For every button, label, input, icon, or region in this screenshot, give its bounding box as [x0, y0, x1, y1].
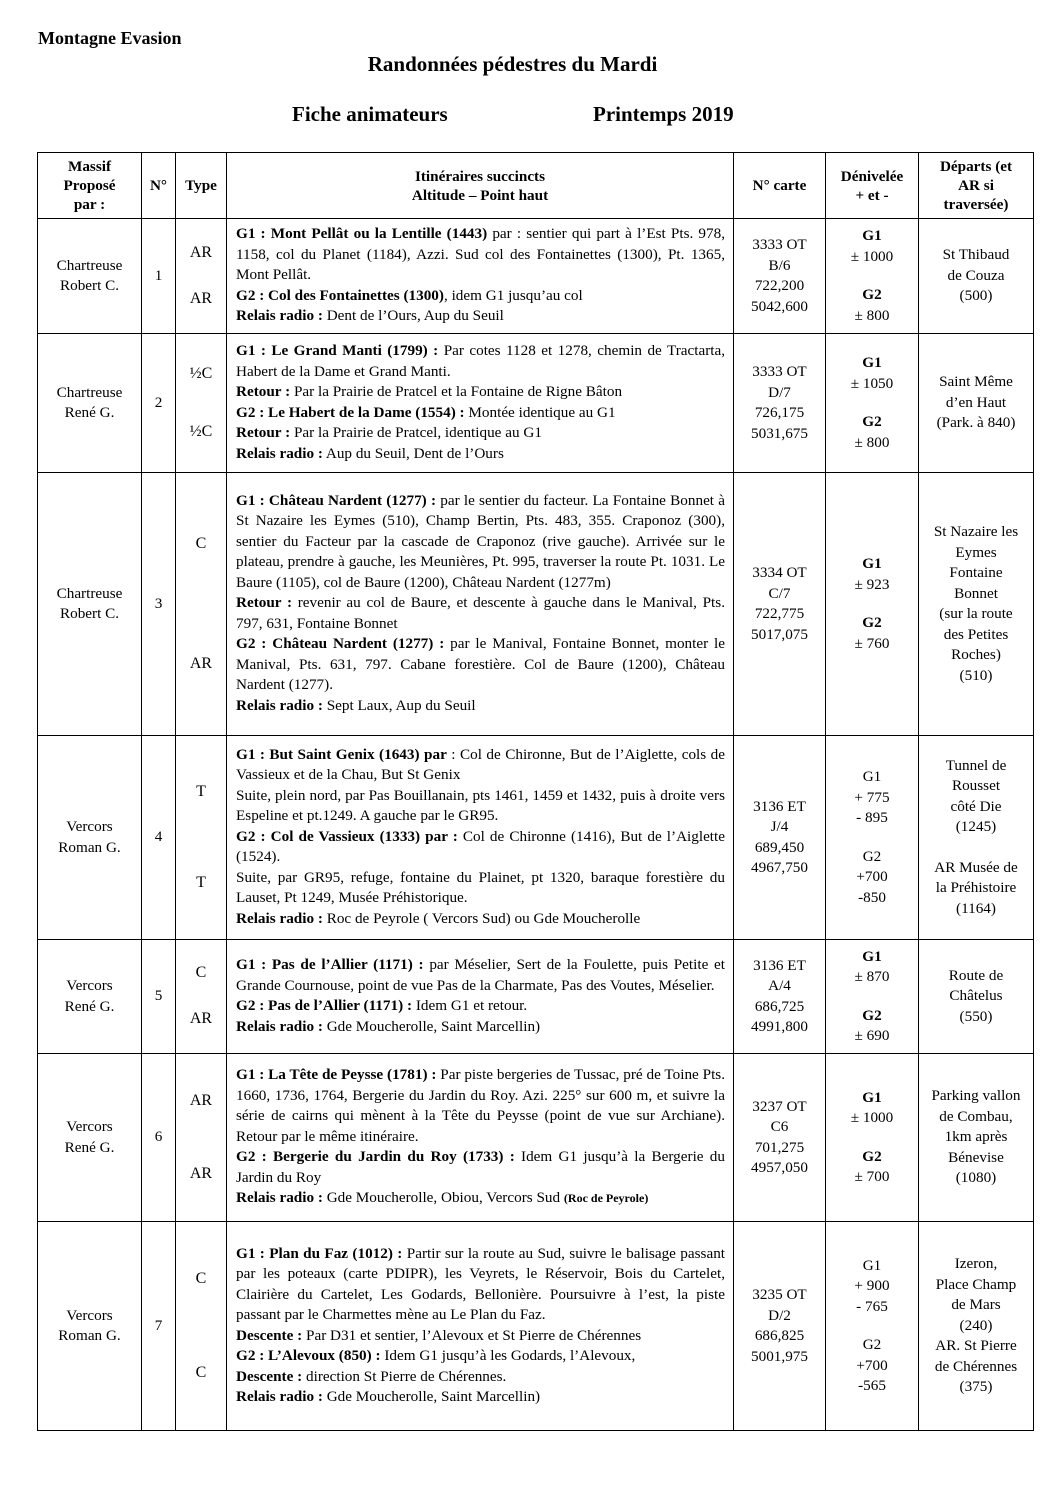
itinerary-paragraph: G2 : L’Alevoux (850) : Idem G1 jusqu’à les Godards, l’Alevoux,: [236, 1347, 636, 1364]
itinerary-paragraph: G1 : Mont Pellât ou la Lentille (1443) par : sentier qui part à l’Est Pts. 978, 1158, col du Planet (1184), Azzi. Sud col des Fontainettes (1300), Pt. 1365, Mont Pellât.: [236, 225, 725, 284]
elevation-cell: G1 ± 870 G2 ± 690: [826, 940, 919, 1054]
itinerary-paragraph: Relais radio : Dent de l’Ours, Aup du Seuil: [236, 307, 504, 325]
type-cell: [176, 940, 227, 1054]
table-header-row: [38, 153, 1034, 219]
departure-cell: St Thibaud de Couza (500): [919, 219, 1034, 334]
departure-cell: Parking vallon de Combau, 1km après Bénevise (1080): [919, 1054, 1034, 1222]
header-itinerary: Itinéraires succincts Altitude – Point haut: [227, 153, 734, 219]
itinerary-cell: [227, 473, 734, 736]
itinerary-paragraph: G2 : Col des Fontainettes (1300), idem G1 jusqu’au col: [236, 286, 583, 304]
route-number-cell: 6: [142, 1054, 176, 1222]
itinerary-paragraph: G2 : Le Habert de la Dame (1554) : Montée identique au G1: [236, 403, 616, 421]
table-row: [38, 1054, 1034, 1222]
map-number-cell: 3334 OT C/7 722,775 5017,075: [734, 473, 826, 736]
itinerary-paragraph: Suite, plein nord, par Pas Bouillanain, pts 1461, 1459 et 1432, puis à droite vers Espeline et pt.1249. A gauche par le GR95.: [236, 786, 725, 825]
route-type: C: [195, 534, 207, 552]
route-number-cell: 4: [142, 736, 176, 940]
itinerary-paragraph: Retour : Par la Prairie de Pratcel et la Fontaine de Rigne Bâton: [236, 383, 623, 400]
type-cell: [176, 219, 227, 334]
massif-cell: Vercors Roman G.: [38, 736, 142, 940]
itinerary-paragraph: Relais radio : Aup du Seuil, Dent de l’Ours: [236, 444, 504, 462]
header-type: Type: [176, 153, 227, 219]
elevation-cell: G1 + 775 - 895 G2 +700 -850: [826, 736, 919, 940]
route-type: ½C: [189, 364, 213, 382]
itinerary-paragraph: G1 : Plan du Faz (1012) : Partir sur la route au Sud, suivre le balisage passant par les poteaux (carte PDIPR), les Veyrets, le Réservoir, Bois du Cartelet, Clairière du Cartelet, Les Godards, Bellonière. Poursuivre à l’est, la piste passant par le Charmettes mène au Le Plan du Faz.: [236, 1244, 726, 1323]
route-type: T: [196, 873, 206, 891]
departure-cell: St Nazaire les Eymes Fontaine Bonnet (sur la route des Petites Roches) (510): [919, 473, 1034, 736]
table-row: [38, 334, 1034, 473]
document-subtitle: Fiche animateurs: [292, 102, 448, 126]
departure-cell: Tunnel de Rousset côté Die (1245) AR Musée de la Préhistoire (1164): [919, 736, 1034, 940]
document-title: Randonnées pédestres du Mardi: [367, 52, 658, 76]
table-row: [38, 473, 1034, 736]
massif-cell: Vercors René G.: [38, 940, 142, 1054]
table-row: [38, 940, 1034, 1054]
elevation-cell: G1 ± 1000 G2 ± 700: [826, 1054, 919, 1222]
route-number-cell: 5: [142, 940, 176, 1054]
elevation-cell: G1 + 900 - 765 G2 +700 -565: [826, 1222, 919, 1431]
elevation-cell: G1 ± 923 G2 ± 760: [826, 473, 919, 736]
route-type: C: [195, 1270, 207, 1287]
itinerary-paragraph: G2 : Col de Vassieux (1333) par : Col de Chironne (1416), But de l’Aiglette (1524).: [236, 827, 725, 866]
itinerary-cell: [227, 334, 734, 473]
itinerary-paragraph: Relais radio : Sept Laux, Aup du Seuil: [236, 696, 476, 714]
type-cell: [176, 334, 227, 473]
itinerary-cell: [227, 219, 734, 334]
route-type: AR: [189, 1091, 213, 1109]
map-number-cell: 3136 ET J/4 689,450 4967,750: [734, 736, 826, 940]
departure-cell: Saint Même d’en Haut (Park. à 840): [919, 334, 1034, 473]
route-type: AR: [189, 243, 213, 261]
itinerary-paragraph: G2 : Pas de l’Allier (1171) : Idem G1 et retour.: [236, 997, 528, 1014]
type-cell: [176, 736, 227, 940]
route-type: AR: [189, 290, 213, 307]
massif-cell: Chartreuse René G.: [38, 334, 142, 473]
header-elevation: Dénivelée + et -: [826, 153, 919, 219]
route-number-cell: 2: [142, 334, 176, 473]
header-massif: Massif Proposé par :: [38, 153, 142, 219]
route-number-cell: 3: [142, 473, 176, 736]
itinerary-paragraph: Suite, par GR95, refuge, fontaine du Plainet, pt 1320, baraque forestière du Lauset, Pt 1249, Musée Préhistorique.: [236, 868, 725, 907]
itinerary-paragraph: Retour : revenir au col de Baure, et descente à gauche dans le Manival, Pts. 797, 631, Fontaine Bonnet: [236, 594, 725, 632]
route-type: C: [195, 1363, 207, 1381]
massif-cell: Chartreuse Robert C.: [38, 473, 142, 736]
itinerary-paragraph: G2 : Bergerie du Jardin du Roy (1733) : Idem G1 jusqu’à la Bergerie du Jardin du Roy: [236, 1148, 725, 1186]
massif-cell: Vercors Roman G.: [38, 1222, 142, 1431]
itinerary-paragraph: Retour : Par la Prairie de Pratcel, identique au G1: [236, 424, 542, 441]
table-row: [38, 219, 1034, 334]
type-cell: [176, 1054, 227, 1222]
itinerary-cell: [227, 1222, 734, 1431]
elevation-cell: G1 ± 1050 G2 ± 800: [826, 334, 919, 473]
route-type: AR: [189, 655, 213, 672]
massif-cell: Chartreuse Robert C.: [38, 219, 142, 334]
itinerary-paragraph: Relais radio : Roc de Peyrole ( Vercors Sud) ou Gde Moucherolle: [236, 909, 641, 927]
table-row: [38, 1222, 1034, 1431]
map-number-cell: 3333 OT D/7 726,175 5031,675: [734, 334, 826, 473]
route-type: ½C: [189, 423, 213, 440]
itinerary-cell: [227, 940, 734, 1054]
hikes-table: [37, 152, 1034, 1431]
header-departures: Départs (et AR si traversée): [919, 153, 1034, 219]
itinerary-cell: [227, 736, 734, 940]
type-cell: [176, 1222, 227, 1431]
itinerary-paragraph: G1 : But Saint Genix (1643) par : Col de Chironne, But de l’Aiglette, cols de Vassieux et de la Chau, But St Genix: [236, 745, 725, 784]
itinerary-paragraph: G1 : La Tête de Peysse (1781) : Par piste bergeries de Tussac, pré de Toine Pts. 1660, 1736, 1764, Bergerie du Jardin du Roy. Azi. 225° sur 600 m, et suivre la série de cairns qui mènent à la Tête du Peysse (point de vue sur Archiane). Retour par le même itinéraire.: [236, 1066, 725, 1145]
itinerary-paragraph: G1 : Le Grand Manti (1799) : Par cotes 1128 et 1278, chemin de Tractarta, Habert de la Dame et Grand Manti.: [236, 342, 726, 380]
itinerary-paragraph: Relais radio : Gde Moucherolle, Obiou, Vercors Sud (Roc de Peyrole): [236, 1189, 649, 1207]
itinerary-paragraph: Relais radio : Gde Moucherolle, Saint Marcellin): [236, 1388, 541, 1405]
route-type: C: [195, 964, 207, 982]
map-number-cell: 3237 OT C6 701,275 4957,050: [734, 1054, 826, 1222]
itinerary-paragraph: G1 : Château Nardent (1277) : par le sentier du facteur. La Fontaine Bonnet à St Nazaire les Eymes (510), Champ Bertin, Pts. 483, 355. Craponoz (300), sentier du Facteur par la cascade de Craponoz (rive gauche). Arrivée sur le plateau, prendre à gauche, les Meunières, Pt. 995, traverser la route Pt. 1031. Le Baure (1105), col de Baure (1200), Château Nardent (1277m): [236, 491, 725, 591]
table-row: [38, 736, 1034, 940]
itinerary-paragraph: Relais radio : Gde Moucherolle, Saint Marcellin): [236, 1017, 541, 1035]
header-number: N°: [142, 153, 176, 219]
elevation-cell: G1 ± 1000 G2 ± 800: [826, 219, 919, 334]
departure-cell: Izeron, Place Champ de Mars (240) AR. St Pierre de Chérennes (375): [919, 1222, 1034, 1431]
type-cell: [176, 473, 227, 736]
map-number-cell: 3136 ET A/4 686,725 4991,800: [734, 940, 826, 1054]
massif-cell: Vercors René G.: [38, 1054, 142, 1222]
route-number-cell: 7: [142, 1222, 176, 1431]
itinerary-paragraph: Descente : direction St Pierre de Chérennes.: [236, 1367, 507, 1385]
itinerary-paragraph: Descente : Par D31 et sentier, l’Alevoux et St Pierre de Chérennes: [236, 1326, 642, 1344]
route-type: AR: [189, 1010, 213, 1028]
season-label: Printemps 2019: [593, 102, 734, 126]
organization-name: Montagne Evasion: [38, 28, 182, 48]
map-number-cell: 3235 OT D/2 686,825 5001,975: [734, 1222, 826, 1431]
route-type: AR: [189, 1164, 213, 1182]
departure-cell: Route de Châtelus (550): [919, 940, 1034, 1054]
itinerary-paragraph: G2 : Château Nardent (1277) : par le Manival, Fontaine Bonnet, monter le Manival, Pts. 631, 797. Cabane forestière. Col de Baure (1200), Château Nardent (1277).: [236, 635, 725, 694]
map-number-cell: 3333 OT B/6 722,200 5042,600: [734, 219, 826, 334]
route-number-cell: 1: [142, 219, 176, 334]
route-type: T: [196, 782, 206, 800]
itinerary-cell: [227, 1054, 734, 1222]
header-map-number: N° carte: [734, 153, 826, 219]
itinerary-paragraph: G1 : Pas de l’Allier (1171) : par Méselier, Sert de la Foulette, puis Petite et Grande Cournouse, point de vue Pas de la Charmate, Pas des Voutes, Méselier.: [236, 956, 725, 994]
